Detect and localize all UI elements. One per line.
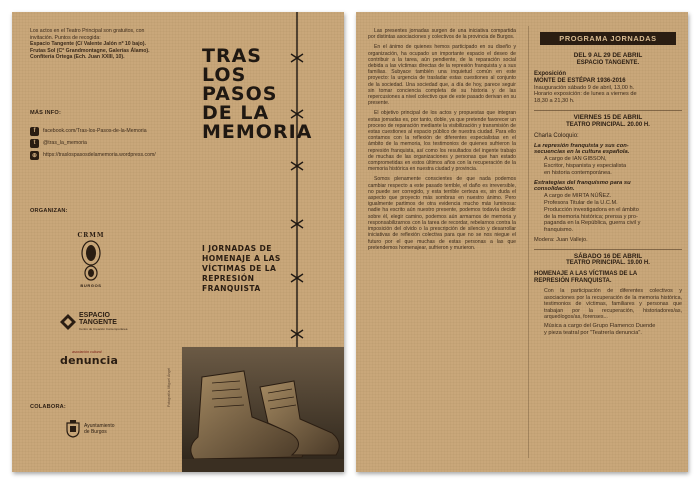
footprint-icon (77, 239, 105, 283)
left-panel (12, 12, 344, 472)
manifesto-paragraph: Somos plenamente conscientes de que nada podemos cambiar respecto a este pasado terrible, el daño es irreversible, no puede ser corregido, y esta terrible certeza es, sin duda el aspecto que proyecto más sombras en nuestro ánimo. Pero igualmente partimos de otra evidencia mucho más luminosa: nadie ha escrito aún nuestro presente, podemos todavía decidir sobre él, elegir camino, podemos aún armarnos de memoria y responsabilizarnos con la tarea de recordar, rebelarnos contra la imposición del olvido o la prescripción de silencio y desarrollar iniciativas de reflexión colectiva para que no se nos niegue el futuro por el que muchas de estas personas a las que pretendemos homenajear, sufrieron y murieron. (368, 176, 516, 251)
crmm-logo (66, 232, 116, 302)
event-1-title: MONTE DE ESTÉPAR 1936-2016 (534, 77, 626, 84)
intro-line: Frutas Sol (Cª Grandmontagne, Galerías Álamo). (30, 47, 150, 54)
ayuntamiento-logo (66, 420, 114, 438)
event-1-line: Horario exposición: de lunes a viernes de (534, 91, 637, 98)
talk-2-title: Estrategias del franquismo para su (534, 179, 631, 186)
denuncia-word: denuncia (60, 354, 119, 367)
event-3-title: HOMENAJE A LAS VÍCTIMAS DE LA (534, 271, 638, 278)
link-icon: ⊕ (31, 152, 38, 159)
social-links (30, 125, 190, 161)
tangente-diamond-icon (60, 314, 76, 330)
talk-2-title: consolidación. (534, 186, 575, 193)
tangente-word-1: ESPACIO (79, 311, 110, 319)
twitter-link[interactable]: @tras_la_memoria (43, 140, 87, 146)
talk-1-speaker: en historia contemporánea. (544, 169, 612, 176)
talk-1-speaker: A cargo de IAN GIBSON, (544, 156, 607, 163)
talk-2-speaker: A cargo de MIRTA NÚÑEZ. (544, 193, 612, 200)
title-line: LOS (202, 64, 247, 86)
intro-line: Espacio Tangente (C/ Valente Jalón nº 10 bajo). (30, 41, 146, 48)
talk-2-speaker: Profesora Titular de la U.C.M. (544, 199, 618, 206)
event-separator (534, 249, 682, 250)
event-1-line: Inauguración sábado 9 de abril, 13,00 h. (534, 84, 635, 91)
talk-1-title: La represión franquista y sus con- (534, 142, 629, 149)
manifesto-paragraph: El objetivo principal de los actos y propuestas que integran estas jornadas es, por tanto, doble, ya que pretende favorecer un proceso de reparación mediante la visibilización y transmisión de estas cuestiones al espacio público de nuestra ciudad. Para ello contamos con la reflexión de diferentes especialistas en el ámbito de la memoria, los testimonios de quienes sufrieron la represión franquista, así como los resultados del ingente trabajo de muchas de las organizaciones y personas que han estado comprometidas en estos últimos años con la recuperación de la memoria histórica en nuestra ciudad y provincia. (368, 110, 516, 173)
event-3-music: y pieza teatral por "Teatrería denuncia". (544, 330, 642, 337)
event-1-kind: Exposición (534, 70, 567, 77)
talk-2-speaker: de la memoria histórica; prensa y pro- (544, 213, 638, 220)
poster-title (202, 47, 312, 142)
twitter-icon: t (30, 139, 39, 148)
talk-2-speaker: paganda en la República, guerra civil y (544, 220, 641, 227)
event-3-place: TEATRO PRINCIPAL. 19.00 H. (566, 260, 650, 267)
event-1-line: 18,30 a 21,30 h. (534, 98, 575, 105)
title-line: TRAS (202, 45, 262, 67)
event-3-title: REPRESIÓN FRANQUISTA. (534, 278, 612, 285)
colabora-label: COLABORA: (30, 404, 66, 410)
intro-line: invitación. Puntos de recogida: (30, 34, 101, 41)
event-3-music: Música a cargo del Grupo Flamenco Duende (544, 323, 656, 330)
poster-subtitle: I JORNADAS DE HOMENAJE A LAS VÍCTIMAS DE LA REPRESIÓN FRANQUISTA (202, 244, 281, 293)
talk-1-title: secuencias en la cultura española. (534, 149, 630, 156)
event-3-description: Con la participación de diferentes colectivos y asociaciones por la recuperación de la memoria histórica, testimonios de víctimas, familiares y personas que trabajan por la recuperación, historiadores/as, arqueólogos/as, forenses... (544, 288, 682, 320)
event-1-date: DEL 9 AL 29 DE ABRIL (573, 52, 643, 59)
social-facebook[interactable] (30, 125, 190, 137)
crmm-logo-sub: BURGOS (80, 283, 102, 288)
photo-credit: Fotografía: Miguel Ángel (167, 367, 171, 407)
old-boots-image (182, 347, 344, 472)
talk-2-speaker: franquismo. (544, 227, 574, 234)
manifesto-text (368, 28, 516, 255)
intro-line: Confitería Ortega (Ech. Juan XXIII, 10). (30, 54, 125, 61)
tangente-sub: Centro de Creación Contemporánea (79, 326, 128, 331)
organizan-label: ORGANIZAN: (30, 208, 68, 214)
denuncia-logo (60, 350, 118, 374)
talk-2-speaker: Producción investigadora en el ámbito (544, 206, 639, 213)
event-2-place: TEATRO PRINCIPAL. 20.00 H. (566, 121, 650, 128)
event-separator (534, 110, 682, 111)
event-3-date: SÁBADO 16 DE ABRIL (573, 252, 643, 260)
social-twitter[interactable] (30, 137, 190, 149)
event-2-kind: Charla Coloquio: (534, 132, 579, 139)
crmm-logo-text: CRMM (77, 232, 105, 239)
ayto-line-1: Ayuntamiento (84, 423, 115, 429)
intro-line: Los actos en el Teatro Principal son gratuitos, con (30, 28, 145, 34)
tangente-word-2: TANGENTE (79, 318, 117, 326)
facebook-icon: f (30, 127, 39, 136)
coat-of-arms-icon (66, 420, 80, 438)
website-link[interactable]: https://traslospasosdelamemoria.wordpress.com/ (43, 152, 156, 158)
moderator: Modera: Juan Vallejo. (534, 236, 588, 243)
mas-info-label: MÁS INFO: (30, 110, 62, 116)
facebook-link[interactable]: facebook.com/Tras-los-Pasos-de-la-Memoria (43, 128, 147, 134)
program-header: PROGRAMA JORNADAS (540, 32, 676, 45)
event-2-date: VIERNES 15 DE ABRIL (573, 113, 643, 121)
program-schedule (534, 32, 682, 337)
denuncia-pre: asociación cultural (72, 350, 102, 354)
manifesto-paragraph: Las presentes jornadas surgen de una iniciativa compartida por distintas asociaciones y colectivos de la provincia de Burgos. (368, 28, 516, 41)
espacio-tangente-logo (60, 310, 127, 334)
ticket-info (30, 28, 180, 61)
social-web[interactable] (30, 149, 190, 161)
ayto-line-2: de Burgos (84, 429, 107, 435)
title-line: PASOS (202, 83, 278, 105)
manifesto-paragraph: En el ánimo de quienes hemos participado en su diseño y organización, ha ocupado un importante espacio el deseo de contribuir a la tarea, aún pendiente, de la reparación social debida a las víctimas directas de la represión franquista y a sus familias. Subyace también una inquietud común en este proyecto: la urgencia de trasladar estas cuestiones al conjunto de la sociedad. Una sociedad que, a día de hoy, parece seguir sin tomar conciencia completa de su historia y de las repercusiones a nivel colectivo que de este pasado derivan en su presente. (368, 44, 516, 107)
column-divider (528, 26, 529, 458)
title-line: DE LA (202, 102, 270, 124)
title-line: MEMORIA (202, 121, 313, 143)
right-panel (356, 12, 688, 472)
talk-1-speaker: Escritor, hispanista y especialista (544, 162, 627, 169)
event-1-place: ESPACIO TANGENTE. (576, 59, 640, 66)
